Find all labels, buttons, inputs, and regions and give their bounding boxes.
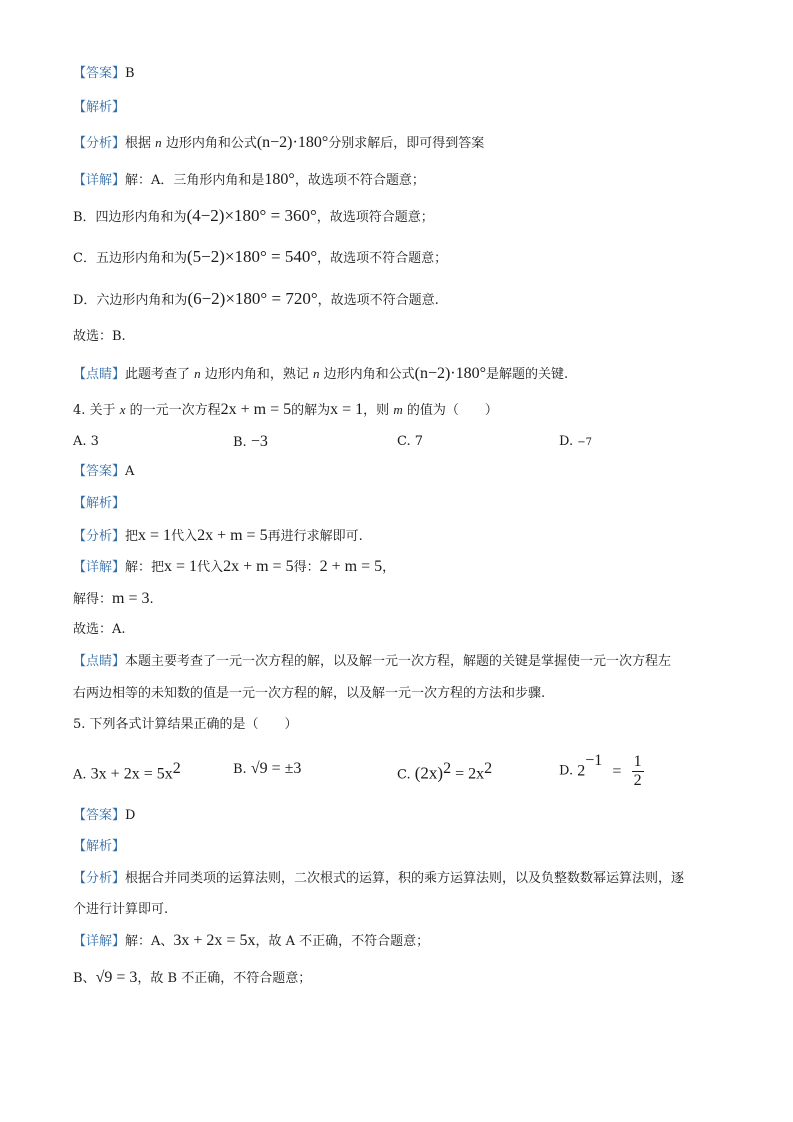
label: D. xyxy=(559,434,574,449)
detail-line-5 xyxy=(73,931,429,952)
text: 是解题的关键. xyxy=(486,367,569,382)
comment-line xyxy=(73,364,568,385)
formula: √9 = 3 xyxy=(95,969,138,986)
answer-value: A xyxy=(125,464,135,479)
xiangjie-tag: 【详解】 xyxy=(73,934,126,949)
text: 边形内角和公式 xyxy=(165,136,257,151)
text: 此题考查了 xyxy=(125,367,191,382)
analysis-heading-5 xyxy=(73,837,125,857)
text: ，故 B 不正确，不符合题意； xyxy=(137,971,312,986)
text: ，故选项不符合题意； xyxy=(317,251,448,266)
formula: (6−2)×180° = 720° xyxy=(187,289,318,308)
choose-line-4: 故选：A. xyxy=(73,622,126,637)
formula: m = 3 xyxy=(112,590,150,607)
label: A. xyxy=(73,767,87,783)
comment-line-4a xyxy=(73,652,671,672)
text: 再进行求解即可. xyxy=(267,529,363,544)
q5-option-a xyxy=(73,759,181,785)
text: B、 xyxy=(73,971,96,986)
text: 解：A、 xyxy=(125,934,174,949)
fraction xyxy=(632,753,644,790)
q5-option-c xyxy=(397,759,492,785)
detail-line xyxy=(73,170,425,191)
answer-value: D xyxy=(125,808,136,823)
exponent: −1 xyxy=(585,752,603,769)
variable: n xyxy=(312,366,320,381)
variable: n xyxy=(155,135,162,150)
analysis-line-5a xyxy=(73,869,684,889)
text: 的一元一次方程 xyxy=(129,403,221,418)
text: 根据合并同类项的运算法则，二次根式的运算，积的乘方运算法则，以及负整数数幂运算法则，逐 xyxy=(125,871,685,886)
value: (2x) xyxy=(414,763,444,783)
value: 3x + 2x = 5x xyxy=(90,765,173,783)
text: ，故选项不符合题意. xyxy=(317,293,439,308)
text: 4. 关于 xyxy=(73,403,116,418)
text: 把 xyxy=(125,529,139,544)
label: C. xyxy=(397,767,411,783)
denominator: 2 xyxy=(633,772,642,789)
answer-line-4 xyxy=(73,462,134,482)
exponent: 2 xyxy=(484,760,493,777)
formula: 2x + m = 5 xyxy=(220,401,292,418)
text: 代入 xyxy=(197,560,224,575)
text: 的解为 xyxy=(291,403,331,418)
fenxi-tag: 【分析】 xyxy=(73,871,126,886)
text: 解得： xyxy=(73,592,113,607)
analysis-tag: 【解析】 xyxy=(73,496,126,511)
answer-value: B xyxy=(125,66,135,81)
answer-tag: 【答案】 xyxy=(73,808,126,823)
question-4 xyxy=(73,400,498,421)
formula: 3x + 2x = 5x xyxy=(173,932,256,949)
detail-line-4 xyxy=(73,557,395,578)
q4-option-d xyxy=(559,432,592,453)
exponent: 2 xyxy=(172,760,181,777)
text: 解：把 xyxy=(125,560,165,575)
label: D. xyxy=(559,763,574,779)
option-d-line xyxy=(73,289,439,311)
analysis-heading-4 xyxy=(73,494,125,514)
text: 边形内角和，熟记 xyxy=(204,367,309,382)
solve-line-4 xyxy=(73,589,154,610)
text: ，故选项不符合题意； xyxy=(294,173,425,188)
formula: x = 1 xyxy=(138,527,172,544)
label: B. xyxy=(233,762,247,777)
text: ，故选项符合题意； xyxy=(316,210,434,225)
dianjing-tag: 【点睛】 xyxy=(73,654,126,669)
text: ，故 A 不正确，不符合题意； xyxy=(255,934,430,949)
text: 解：A．三角形内角和是 xyxy=(125,173,265,188)
formula: 180° xyxy=(264,171,295,188)
answer-tag: 【答案】 xyxy=(73,464,126,479)
variable: x xyxy=(119,402,126,417)
q5-option-d xyxy=(559,751,644,790)
q4-option-c: C. 7 xyxy=(397,434,424,449)
formula: (5−2)×180° = 540° xyxy=(186,247,318,266)
label: B. xyxy=(233,435,247,450)
analysis-line-5b: 个进行计算即可. xyxy=(73,902,169,917)
text: 的值为（ ） xyxy=(406,403,498,418)
text: . xyxy=(149,592,154,607)
analysis-tag: 【解析】 xyxy=(73,100,126,115)
text: C．五边形内角和为 xyxy=(73,251,187,266)
xiangjie-tag: 【详解】 xyxy=(73,173,126,188)
text: 分别求解后，即可得到答案 xyxy=(328,136,485,151)
formula: x = 1 xyxy=(330,401,364,418)
formula: x = 1 xyxy=(164,558,198,575)
equals-sign: = xyxy=(612,762,622,780)
numerator: 1 xyxy=(633,753,642,770)
formula: (4−2)×180° = 360° xyxy=(186,206,317,225)
text: 代入 xyxy=(171,529,198,544)
text: B．四边形内角和为 xyxy=(73,210,187,225)
analysis-line xyxy=(73,133,484,154)
text: ， xyxy=(382,560,396,575)
formula: (n−2)·180° xyxy=(256,134,329,151)
value: √9 = ±3 xyxy=(250,760,302,777)
fenxi-tag: 【分析】 xyxy=(73,136,126,151)
fenxi-tag: 【分析】 xyxy=(73,529,126,544)
q4-option-b xyxy=(233,432,268,453)
text: 边形内角和公式 xyxy=(323,367,415,382)
xiangjie-tag: 【详解】 xyxy=(73,560,126,575)
exponent: 2 xyxy=(443,760,452,777)
analysis-tag: 【解析】 xyxy=(73,839,126,854)
variable: m xyxy=(393,402,403,417)
dianjing-tag: 【点睛】 xyxy=(73,367,126,382)
analysis-line-4 xyxy=(73,526,363,547)
value: 2 xyxy=(577,762,586,780)
value: −7 xyxy=(577,437,592,448)
formula: 2 + m = 5 xyxy=(319,558,383,575)
text: D．六边形内角和为 xyxy=(73,293,188,308)
option-c-line xyxy=(73,247,447,269)
text: 得： xyxy=(293,560,320,575)
analysis-heading xyxy=(73,98,125,118)
formula: 2x + m = 5 xyxy=(197,527,268,544)
option-b-line xyxy=(73,206,434,228)
answer-tag: 【答案】 xyxy=(73,66,126,81)
text: ，则 xyxy=(363,403,390,418)
formula: (n−2)·180° xyxy=(414,365,487,382)
choose-line: 故选：B. xyxy=(73,329,126,344)
value: = 2x xyxy=(451,765,485,783)
q5-option-b xyxy=(233,759,301,780)
value: −3 xyxy=(250,433,268,450)
text: 本题主要考查了一元一次方程的解，以及解一元一次方程，解题的关键是掌握使一元一次方程左 xyxy=(125,654,672,669)
variable: n xyxy=(194,366,201,381)
detail-line-5b xyxy=(73,968,311,989)
text: 根据 xyxy=(125,136,152,151)
comment-line-4b: 右两边相等的未知数的值是一元一次方程的解，以及解一元一次方程的方法和步骤. xyxy=(73,686,546,701)
answer-line-5 xyxy=(73,806,135,826)
question-5: 5. 下列各式计算结果正确的是（ ） xyxy=(73,717,298,732)
answer-line xyxy=(73,64,135,84)
formula: 2x + m = 5 xyxy=(223,558,294,575)
q4-option-a: A. 3 xyxy=(73,434,99,449)
